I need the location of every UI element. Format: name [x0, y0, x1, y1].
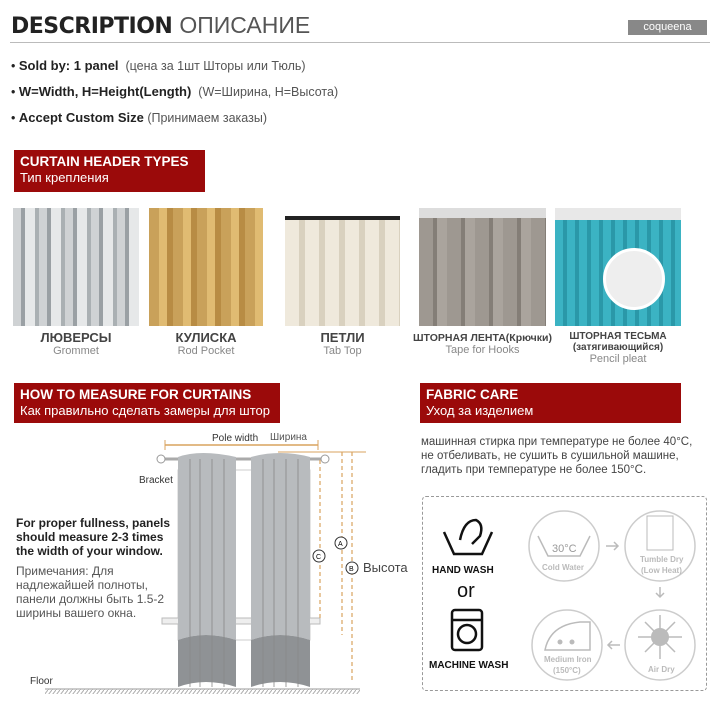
iron-icon [545, 622, 590, 650]
bullet-sold-by: • Sold by: 1 panel (цена за 1шт Шторы или Тюль) [11, 58, 306, 73]
fullness-note-ru: Примечания: Для надлежайшей полноты, панели должны быть 1.5-2 ширины вашего окна. [16, 564, 165, 620]
title-ru: ОПИСАНИЕ [179, 12, 311, 38]
type-en: Tape for Hooks [445, 344, 520, 356]
bullet-bold: Sold by: 1 panel [18, 58, 119, 73]
banner-subtitle: Как правильно сделать замеры для штор [20, 403, 270, 418]
fullness-notes [16, 516, 181, 620]
type-ru: ЛЮВЕРСЫ [40, 330, 112, 345]
title-en: DESCRIPTION [11, 14, 173, 39]
curtain-right [251, 453, 310, 640]
bullet-bold: W=Width, H=Height(Length) [18, 84, 192, 99]
bullet-size: • W=Width, H=Height(Length) (W=Ширина, H=Высота) [11, 84, 339, 99]
pole-width-ru: Ширина [270, 432, 307, 443]
type-en: Tab Top [323, 345, 362, 357]
banner-title: FABRIC CARE [426, 387, 519, 402]
banner-subtitle: Уход за изделием [426, 403, 534, 418]
bullet-note: (цена за 1шт Шторы или Тюль) [125, 59, 306, 73]
rod-pocket-image [149, 208, 263, 326]
bullet-bold: Accept Custom Size [18, 110, 144, 125]
bullet-note: (W=Ширина, H=Высота) [198, 85, 339, 99]
type-ru: КУЛИСКА [175, 330, 237, 345]
tumble-dry-sub: (Low Heat) [641, 566, 682, 575]
detail-inset [603, 248, 665, 310]
type-tab-top [285, 330, 400, 357]
iron-label: Medium Iron [544, 655, 592, 664]
bullet-note: (Принимаем заказы) [147, 111, 267, 125]
care-instructions [421, 435, 692, 477]
care-symbols [420, 490, 720, 710]
marker-a: A [338, 541, 343, 548]
type-ru: ПЕТЛИ [320, 330, 365, 345]
header-types-banner [14, 150, 205, 192]
brand-logo: coqueena [628, 20, 707, 35]
care-line: не отбеливать, не сушить в сушильной машине, [421, 450, 679, 462]
page-title [11, 12, 310, 39]
cold-water-label: Cold Water [542, 563, 584, 572]
hand-wash-icon [444, 520, 492, 554]
pencil-pleat-image [555, 208, 681, 326]
tab-top-image [285, 208, 400, 326]
type-en: Rod Pocket [177, 345, 235, 357]
care-banner [420, 383, 681, 423]
banner-subtitle: Тип крепления [20, 170, 109, 185]
type-ru: ШТОРНАЯ ТЕСЬМА (затягивающийся) [569, 331, 667, 353]
type-pencil-pleat [560, 331, 676, 365]
tape-hooks-image [419, 208, 546, 326]
grommet-image [13, 208, 139, 326]
type-en: Pencil pleat [589, 353, 647, 365]
machine-wash-label: MACHINE WASH [429, 660, 509, 671]
or-label: or [457, 580, 475, 602]
type-grommet [13, 330, 139, 357]
curtain-left [178, 453, 236, 640]
care-line: гладить при температуре не более 150°C. [421, 464, 647, 476]
type-ru: ШТОРНАЯ ЛЕНТА(Крючки) [413, 332, 552, 344]
marker-b: B [349, 566, 354, 573]
banner-title: HOW TO MEASURE FOR CURTAINS [20, 387, 252, 402]
type-rod-pocket [149, 330, 263, 357]
type-en: Grommet [53, 345, 99, 357]
tumble-dry-icon [647, 516, 673, 550]
height-label: Высота [363, 560, 408, 575]
washing-machine-icon [452, 610, 482, 650]
measure-banner [14, 383, 280, 423]
iron-sub: (150°C) [553, 666, 581, 675]
tumble-dry-label: Tumble Dry [640, 555, 684, 564]
wash-temp: 30°C [552, 543, 577, 555]
fullness-note-en: For proper fullness, panels should measure 2-3 times the width of your window. [16, 516, 171, 558]
marker-c: C [316, 554, 322, 561]
divider [10, 42, 710, 43]
air-dry-label: Air Dry [648, 665, 675, 674]
pole-width-label: Pole width [212, 433, 259, 444]
floor-label: Floor [30, 676, 53, 687]
hand-wash-label: HAND WASH [432, 565, 494, 576]
care-line: машинная стирка при температуре не более 40°C, [421, 436, 693, 448]
bullet-custom: • Accept Custom Size (Принимаем заказы) [11, 110, 267, 125]
banner-title: CURTAIN HEADER TYPES [20, 154, 189, 169]
type-tape-hooks [404, 330, 561, 356]
bracket-label: Bracket [139, 475, 173, 486]
